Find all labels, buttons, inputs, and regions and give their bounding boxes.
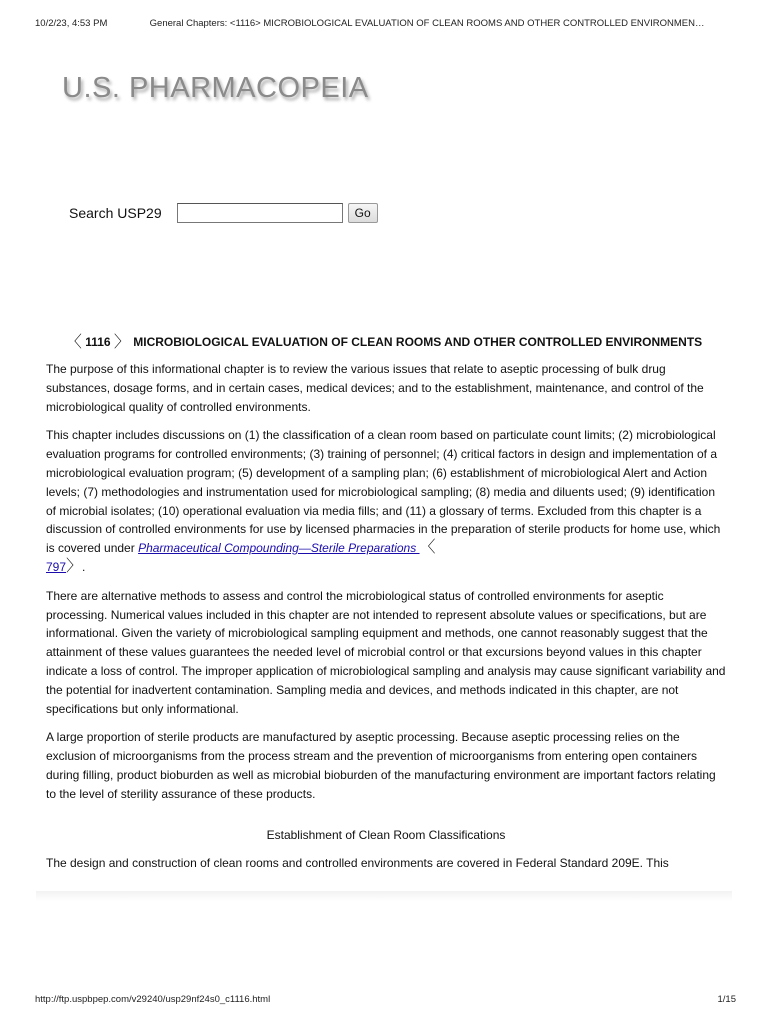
- search-label: Search USP29: [69, 205, 162, 221]
- usp-logo[interactable]: U.S. PHARMACOPEIA: [62, 72, 369, 104]
- chapter-open-bracket: 〈: [65, 334, 82, 351]
- paragraph-purpose: The purpose of this informational chapter is to review the various issues that relate to aseptic processing of bulk drug substances, dosage forms, and in certain cases, medical devices; and to the establishment, maintenance, and control of the microbiological quality of controlled environments.: [46, 362, 704, 414]
- chapter-797-link[interactable]: 797: [46, 559, 67, 574]
- paragraph-scope-end: .: [82, 559, 86, 574]
- print-document-title: General Chapters: <1116> MICROBIOLOGICAL EVALUATION OF CLEAN ROOMS AND OTHER CONTROLLED ENVIRONMEN…: [149, 18, 705, 29]
- chapter-number: 1116: [85, 335, 111, 349]
- search-input[interactable]: [177, 203, 343, 223]
- print-timestamp: 10/2/23, 4:53 PM: [35, 18, 108, 29]
- paragraph-alternative-methods: There are alternative methods to assess and control the microbiological status of controlled environments for aseptic processing. Numerical values included in this chapter are not intended to represent absolute values or specifications, but are informational. Given the variety of microbiological sampling equipment and methods, one cannot reasonably suggest that the attainment of these values guarantees the needed level of microbial control or that excursions beyond values in this chapter indicate a loss of control. The improper application of microbiological sampling and analysis may cause significant variability and the potential for inadvertent contamination. Sampling media and devices, and methods indicated in this chapter, are not specifications but only informational.: [46, 588, 726, 716]
- search-form: [69, 203, 378, 223]
- print-footer: [35, 994, 736, 1005]
- paragraph-aseptic-processing: A large proportion of sterile products are manufactured by aseptic processing. Because aseptic processing relies on the exclusion of microorganisms from the process stream and the prevention of microorganisms from entering open containers during filling, product bioburden as well as microbial bioburden of the manufacturing environment are important factors relating to the level of sterility assurance of these products.: [46, 730, 716, 801]
- ref-open-angle: 〈: [419, 539, 436, 557]
- section-heading: Establishment of Clean Room Classifications: [266, 827, 506, 842]
- compounding-link[interactable]: Pharmaceutical Compounding—Sterile Preparations: [138, 541, 420, 556]
- print-url: http://ftp.uspbpep.com/v29240/usp29nf24s0_c1116.html: [35, 994, 271, 1005]
- ref-close-angle: 〉: [66, 557, 83, 575]
- paragraph-scope-text: This chapter includes discussions on (1) the classification of a clean room based on particulate count limits; (2) microbiological evaluation programs for controlled environments; (3) training of personnel; (4) critical factors in design and implementation of a microbiological evaluation program; (5) development of a sampling plan; (6) establishment of microbiological Alert and Action levels; (7) methodologies and instrumentation used for microbiological sampling; (8) media and diluents used; (9) identification of microbial isolates; (10) operational evaluation via media fills; and (11) a glossary of terms. Excluded from this chapter is a discussion of controlled environments for use by licensed pharmacies in the preparation of sterile products for home use, which is covered under: [46, 428, 721, 556]
- page-cut-divider: [36, 891, 732, 901]
- page-number: 1/15: [717, 994, 736, 1005]
- go-button[interactable]: Go: [348, 203, 378, 223]
- paragraph-scope: [46, 426, 726, 576]
- chapter-title: MICROBIOLOGICAL EVALUATION OF CLEAN ROOMS AND OTHER CONTROLLED ENVIRONMENTS: [133, 335, 703, 349]
- paragraph-design: The design and construction of clean rooms and controlled environments are covered in Federal Standard 209E. This: [46, 856, 669, 871]
- chapter-heading: [0, 329, 768, 352]
- print-header: [35, 18, 748, 29]
- chapter-close-bracket: 〉: [113, 334, 130, 351]
- chapter-content: [46, 360, 726, 883]
